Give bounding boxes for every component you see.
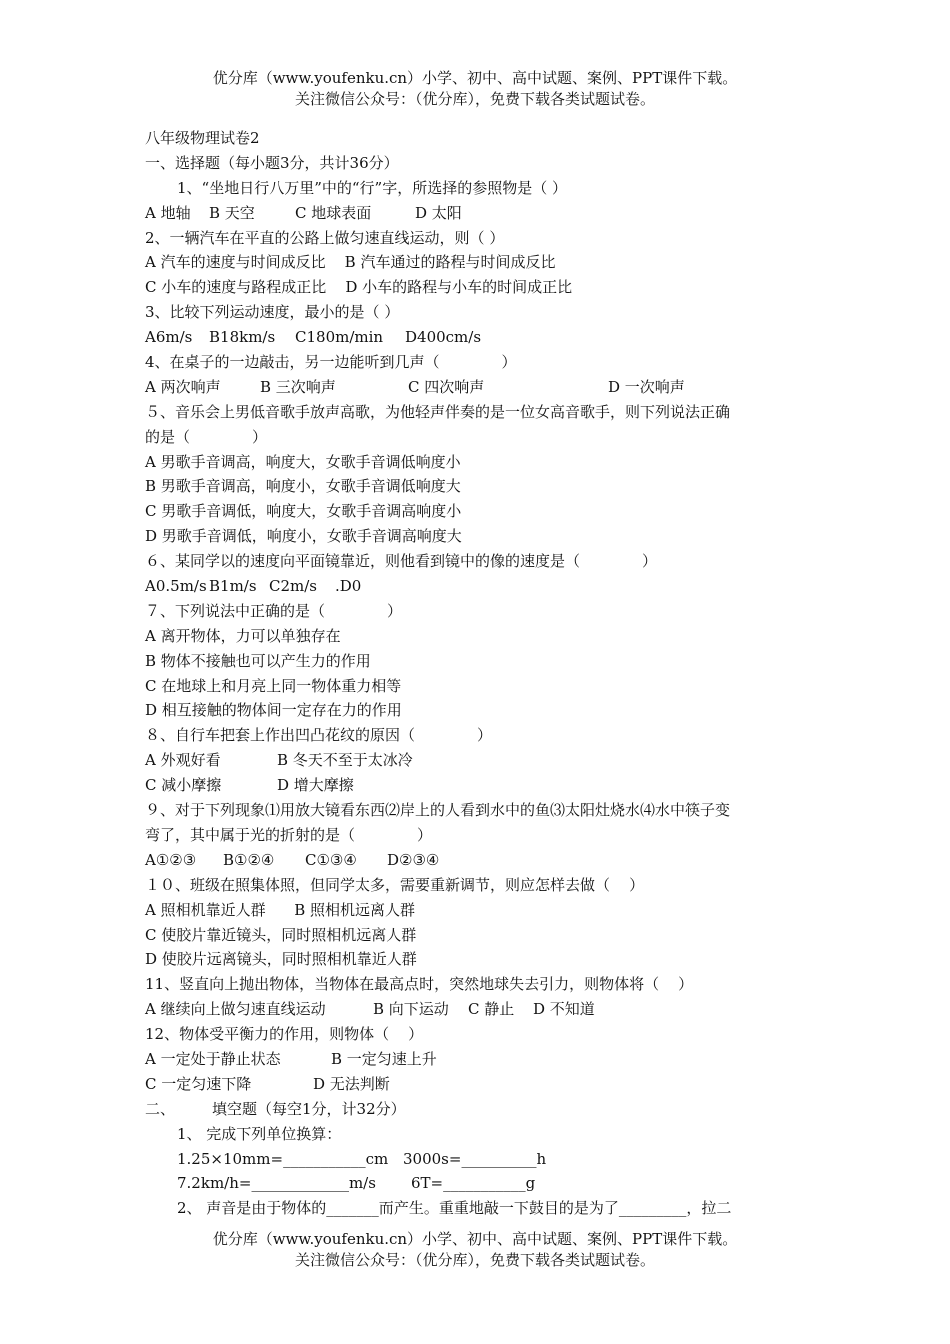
option: D②③④ bbox=[387, 850, 440, 869]
question-5-option-b: B 男歌手音调高，响度小，女歌手音调低响度大 bbox=[145, 477, 461, 496]
option: C①③④ bbox=[305, 850, 357, 869]
option: B18km/s bbox=[209, 328, 276, 347]
header-line-2: 关注微信公众号：（优分库），免费下载各类试题试卷。 bbox=[294, 90, 655, 108]
option: C180m/min bbox=[295, 328, 384, 347]
option: D400cm/s bbox=[405, 328, 482, 347]
question-1-options bbox=[145, 201, 815, 226]
page-header bbox=[0, 68, 950, 110]
question-5-line-1: ５、音乐会上男低音歌手放声高歌，为他轻声伴奏的是一位女高音歌手，则下列说法正确 bbox=[145, 402, 731, 421]
question-2: 2、一辆汽车在平直的公路上做匀速直线运动，则（ ） bbox=[145, 228, 505, 247]
option: B 三次响声 bbox=[260, 377, 336, 396]
option: C 地球表面 bbox=[295, 203, 372, 222]
question-11-options bbox=[145, 997, 815, 1022]
question-12-options-ab bbox=[145, 1047, 815, 1072]
exam-content bbox=[145, 126, 815, 1221]
option: A0.5m/s bbox=[145, 577, 207, 596]
question-7-option-a: A 离开物体，力可以单独存在 bbox=[145, 626, 341, 645]
question-2-options-cd: C 小车的速度与路程成正比 D 小车的路程与小车的时间成正比 bbox=[145, 278, 573, 297]
option: A 两次响声 bbox=[145, 377, 221, 396]
fill-1-conversions-b bbox=[145, 1171, 815, 1196]
option: C 静止 bbox=[468, 1000, 515, 1019]
section-2-number: 二、 bbox=[145, 1099, 176, 1118]
option: .D0 bbox=[335, 577, 362, 596]
page-footer bbox=[0, 1229, 950, 1271]
question-3-options bbox=[145, 325, 815, 350]
question-8-options-ab bbox=[145, 748, 815, 773]
option: A6m/s bbox=[145, 328, 193, 347]
question-3: 3、比较下列运动速度，最小的是（ ） bbox=[145, 303, 400, 322]
question-8-options-cd bbox=[145, 773, 815, 798]
question-12-options-cd bbox=[145, 1072, 815, 1097]
question-10-option-d: D 使胶片远离镜头，同时照相机靠近人群 bbox=[145, 950, 417, 969]
section-2-title: 填空题（每空1分，计32分） bbox=[212, 1099, 406, 1118]
question-5-option-d: D 男歌手音调低，响度小，女歌手音调高响度大 bbox=[145, 527, 462, 546]
question-10-options-ab: A 照相机靠近人群 B 照相机远离人群 bbox=[145, 900, 416, 919]
question-4-options bbox=[145, 375, 815, 400]
question-12: 12、物体受平衡力的作用，则物体（ ） bbox=[145, 1025, 424, 1044]
section-2-heading bbox=[145, 1097, 815, 1122]
footer-line-1: 优分库（www.youfenku.cn）小学、初中、高中试题、案例、PPT课件下载。 bbox=[212, 1230, 738, 1248]
option: C 一定匀速下降 bbox=[145, 1074, 252, 1093]
option: A 继续向上做匀速直线运动 bbox=[145, 1000, 326, 1019]
option: B①②④ bbox=[223, 850, 275, 869]
option: A 外观好看 bbox=[145, 751, 221, 770]
fill-1-conversions-a bbox=[145, 1147, 815, 1172]
question-2-options-ab: A 汽车的速度与时间成反比 B 汽车通过的路程与时间成反比 bbox=[145, 253, 556, 272]
question-5-option-c: C 男歌手音调低，响度大，女歌手音调高响度小 bbox=[145, 502, 462, 521]
option: C 四次响声 bbox=[408, 377, 485, 396]
question-5-line-2: 的是（ ） bbox=[145, 427, 267, 446]
question-11: 11、竖直向上抛出物体，当物体在最高点时，突然地球失去引力，则物体将（ ） bbox=[145, 975, 694, 994]
option: D 一次响声 bbox=[608, 377, 685, 396]
option: D 无法判断 bbox=[313, 1074, 390, 1093]
question-5-option-a: A 男歌手音调高，响度大，女歌手音调低响度小 bbox=[145, 452, 461, 471]
question-7-option-c: C 在地球上和月亮上同一物体重力相等 bbox=[145, 676, 402, 695]
question-7-option-b: B 物体不接触也可以产生力的作用 bbox=[145, 651, 371, 670]
conversion-item: 7.2km/h=_____________m/s bbox=[177, 1174, 376, 1193]
option: D 太阳 bbox=[415, 203, 462, 222]
fill-1: 1、 完成下列单位换算： bbox=[177, 1124, 342, 1143]
option: D 不知道 bbox=[533, 1000, 595, 1019]
option: B 天空 bbox=[209, 203, 255, 222]
question-6-options bbox=[145, 574, 815, 599]
option: B 一定匀速上升 bbox=[331, 1049, 437, 1068]
option: A 一定处于静止状态 bbox=[145, 1049, 281, 1068]
question-9-options bbox=[145, 848, 815, 873]
option: C 减小摩擦 bbox=[145, 776, 222, 795]
footer-line-2: 关注微信公众号：（优分库），免费下载各类试题试卷。 bbox=[294, 1251, 655, 1269]
question-9-line-2: 弯了，其中属于光的折射的是（ ） bbox=[145, 825, 432, 844]
question-4: 4、在桌子的一边敲击，另一边能听到几声（ ） bbox=[145, 353, 517, 372]
conversion-item: 1.25×10mm=___________cm bbox=[177, 1149, 389, 1168]
fill-2: 2、 声音是由于物体的_______而产生。重重地敲一下鼓目的是为了_________，拉二 bbox=[177, 1199, 732, 1218]
question-7: ７、下列说法中正确的是（ ） bbox=[145, 601, 402, 620]
question-9-line-1: ９、对于下列现象⑴用放大镜看东西⑵岸上的人看到水中的鱼⑶太阳灶烧水⑷水中筷子变 bbox=[145, 801, 731, 820]
conversion-item: 3000s=__________h bbox=[403, 1149, 547, 1168]
question-10-option-c: C 使胶片靠近镜头，同时照相机远离人群 bbox=[145, 925, 417, 944]
option: A①②③ bbox=[145, 850, 197, 869]
option: D 增大摩擦 bbox=[277, 776, 354, 795]
question-1: 1、“坐地日行八万里”中的“行”字，所选择的参照物是（ ） bbox=[177, 178, 567, 197]
question-6: ６、某同学以的速度向平面镜靠近，则他看到镜中的像的速度是（ ） bbox=[145, 552, 657, 571]
conversion-item: 6T=___________g bbox=[411, 1174, 536, 1193]
header-line-1: 优分库（www.youfenku.cn）小学、初中、高中试题、案例、PPT课件下载。 bbox=[212, 69, 738, 87]
exam-title: 八年级物理试卷2 bbox=[145, 129, 260, 147]
question-8: ８、自行车把套上作出凹凸花纹的原因（ ） bbox=[145, 726, 492, 745]
option: B 冬天不至于太冰冷 bbox=[277, 751, 413, 770]
option: B1m/s bbox=[209, 577, 257, 596]
option: A 地轴 bbox=[145, 203, 191, 222]
option: C2m/s bbox=[269, 577, 317, 596]
question-10: １０、班级在照集体照，但同学太多，需要重新调节，则应怎样去做（ ） bbox=[145, 875, 645, 894]
option: B 向下运动 bbox=[373, 1000, 449, 1019]
section-1-heading: 一、选择题（每小题3分，共计36分） bbox=[145, 153, 399, 172]
question-7-option-d: D 相互接触的物体间一定存在力的作用 bbox=[145, 701, 402, 720]
